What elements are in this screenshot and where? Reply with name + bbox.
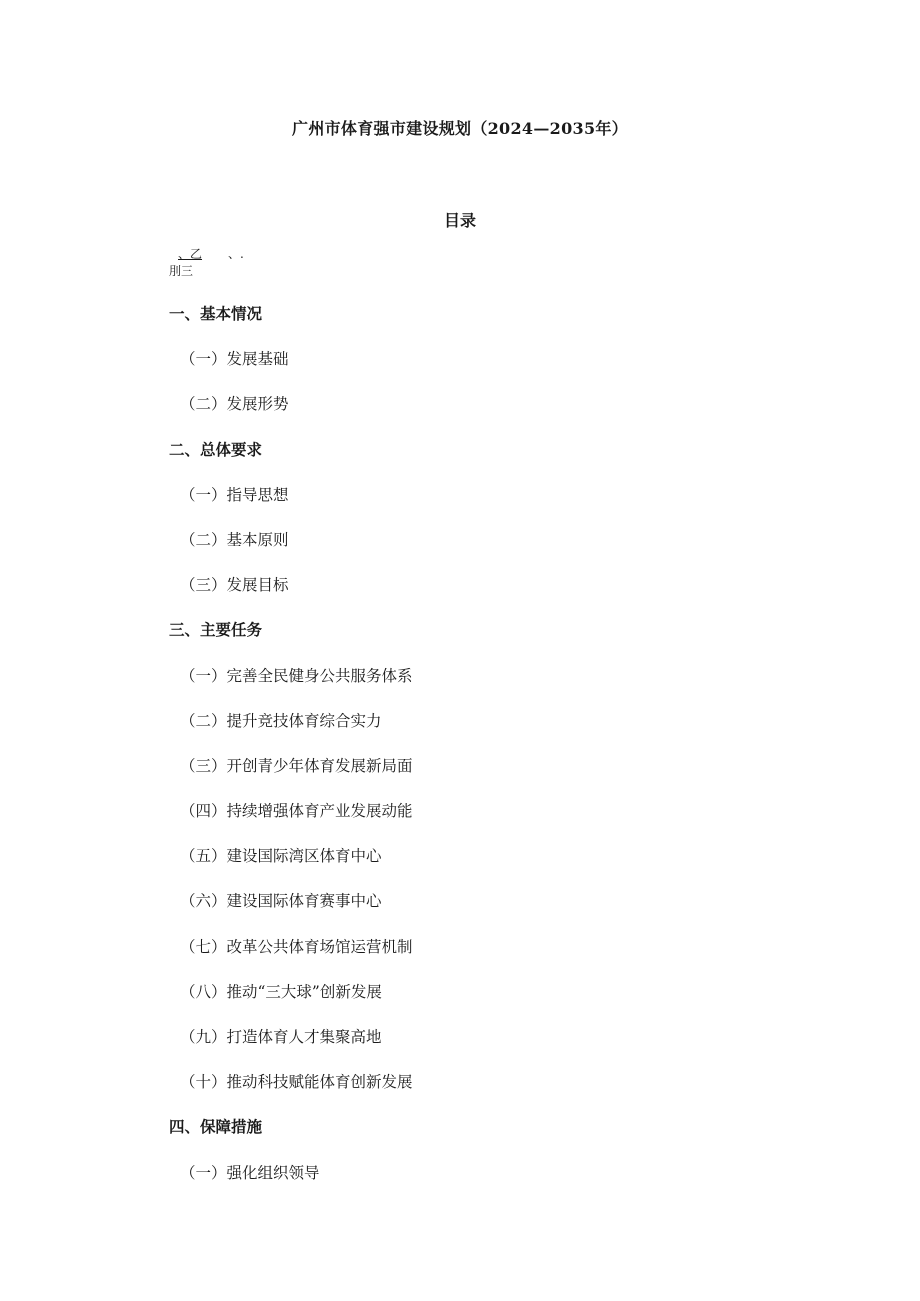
toc-section[interactable]: 一、基本情况	[169, 304, 263, 323]
table-of-contents	[0, 303, 920, 1207]
toc-subsection[interactable]: （六）建设国际体育赛事中心	[180, 892, 382, 911]
toc-subsection[interactable]: （十）推动科技赋能体育创新发展	[180, 1073, 413, 1092]
toc-subsection[interactable]: （一）发展基础	[180, 350, 289, 369]
toc-heading: 目录	[443, 211, 476, 230]
toc-subsection[interactable]: （二）提升竞技体育综合实力	[180, 711, 382, 730]
toc-subsection[interactable]: （一）强化组织领导	[180, 1163, 320, 1182]
toc-subsection[interactable]: （一）完善全民健身公共服务体系	[180, 666, 413, 685]
toc-subsection[interactable]: （一）指导思想	[180, 485, 289, 504]
toc-subsection[interactable]: （九）打造体育人才集聚高地	[180, 1028, 382, 1046]
toc-subsection[interactable]: （三）开创青少年体育发展新局面	[180, 756, 413, 775]
garbled-fragment: 刖三	[169, 264, 194, 278]
garbled-fragment: 、.	[228, 247, 244, 261]
document-title: 广州市体育强市建设规划（2024—2035年）	[292, 119, 628, 138]
toc-subsection[interactable]: （四）持续增强体育产业发展动能	[180, 802, 413, 821]
toc-subsection[interactable]: （二）发展形势	[180, 395, 289, 414]
toc-subsection[interactable]: （三）发展目标	[180, 576, 289, 595]
toc-subsection[interactable]: （七）改革公共体育场馆运营机制	[180, 937, 413, 956]
toc-subsection[interactable]: （八）推动“三大球”创新发展	[180, 982, 382, 1001]
toc-section[interactable]: 三、主要任务	[169, 620, 263, 640]
toc-subsection[interactable]: （五）建设国际湾区体育中心	[180, 847, 382, 866]
toc-section[interactable]: 四、保障措施	[169, 1117, 263, 1137]
garbled-fragment: 、乙	[178, 247, 203, 261]
toc-section[interactable]: 二、总体要求	[169, 439, 263, 459]
toc-subsection[interactable]: （二）基本原则	[180, 530, 289, 549]
